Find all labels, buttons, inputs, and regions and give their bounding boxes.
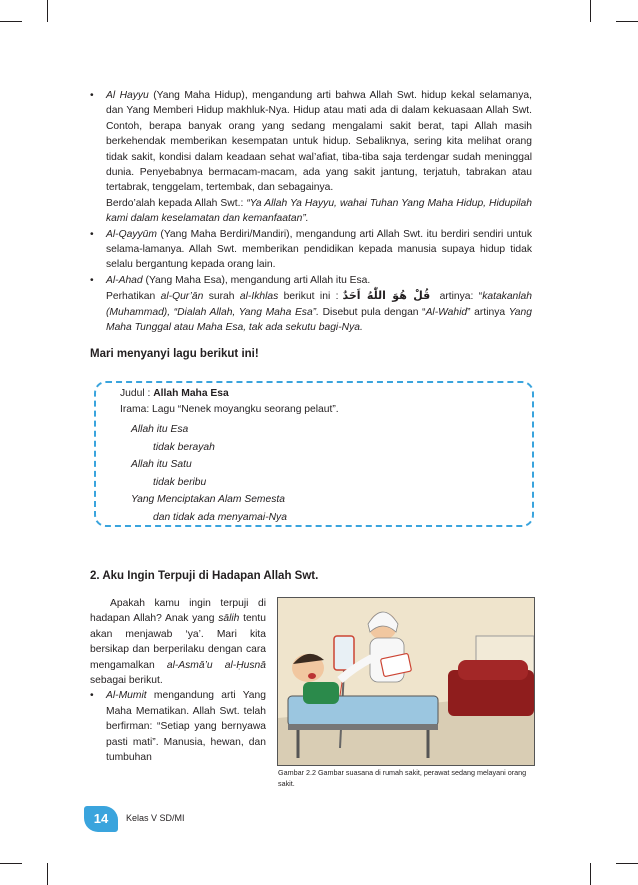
t: al-Ikhlas (239, 291, 279, 303)
lyric-line: Yang Menciptakan Alam Semesta (131, 494, 285, 505)
ikhlas-paragraph (106, 288, 532, 335)
bullet-al-mumit (90, 688, 266, 765)
text: (Yang Maha Berdiri/Mandiri), mengandung arti Allah Swt. itu berdiri sendiri untuk selama-lamanya. Allah Swt. memberikan pendidikan kepada manusia supaya hidup tidak selalu bergantung kepada orang lain. (106, 228, 532, 271)
lyric-line: tidak berayah (153, 441, 215, 453)
crop-mark (0, 21, 22, 22)
lyric-line: tidak beribu (153, 476, 207, 488)
lyric-line: Allah itu Satu (131, 459, 192, 470)
prayer (106, 196, 532, 227)
text: (Yang Maha Esa), mengandung arti Allah itu Esa. (145, 274, 371, 286)
bullet-paragraph (106, 227, 532, 273)
figure-caption: Gambar 2.2 Gambar suasana di rumah sakit, perawat sedang melayani orang sakit. (278, 768, 527, 788)
term: Al-Qayyūm (106, 228, 157, 240)
bullet-dot: • (90, 274, 94, 286)
bullet-paragraph (106, 688, 266, 765)
t: Yang Maha Tunggal atau Maha Esa, tak ada sekutu bagi-Nya. (106, 306, 532, 334)
t: Al-Wahid (425, 306, 468, 318)
t: katakanlah (Muhammad), “Dialah Allah, Yang Maha Esa”. (106, 291, 533, 318)
t: al-Qur’ān (160, 291, 204, 303)
term: Al-Mumit (106, 690, 147, 702)
judul-label: Judul : (120, 388, 154, 399)
term: Al Hayyu (106, 90, 149, 101)
crop-mark (590, 0, 591, 22)
t: artinya: “ (434, 291, 483, 303)
section-2-text (90, 596, 266, 765)
t: al-Asmā’u al-Ḥusnā (166, 659, 266, 671)
song-heading: Mari menyanyi lagu berikut ini! (90, 347, 259, 360)
text: mengandung arti Yang Maha Mematikan. Allah Swt. telah berfirman: “Setiap yang bernyawa pasti mati”. Manusia, hewan, dan tumbuhan (106, 690, 266, 764)
crop-mark (47, 863, 48, 885)
crop-mark (590, 863, 591, 885)
t: surah (203, 291, 240, 303)
bullet-dot: • (90, 228, 94, 240)
bullet-dot: • (90, 690, 94, 702)
bullet-paragraph (106, 273, 532, 288)
section-2-title: 2. Aku Ingin Terpuji di Hadapan Allah Swt. (90, 570, 319, 582)
bullet-al-ahad (90, 273, 532, 336)
song-lyrics (131, 421, 287, 526)
song-title (120, 386, 339, 402)
hospital-illustration (277, 597, 535, 766)
bullet-al-hayyu (90, 88, 532, 227)
t: Perhatikan (106, 291, 161, 303)
footer-text: Kelas V SD/MI (126, 813, 185, 823)
song-irama: Irama: Lagu “Nenek moyangku seorang pelaut”. (120, 404, 339, 415)
t: Disebut pula dengan “ (318, 306, 426, 318)
crop-mark (616, 863, 638, 864)
t: sālih (218, 613, 240, 625)
crop-mark (616, 21, 638, 22)
crop-mark (0, 863, 22, 864)
bullet-paragraph (106, 88, 532, 196)
t: Apakah kamu ingin terpuji di hadapan Allah? Anak yang (90, 598, 266, 625)
arabic-verse: قُلْ هُوَ اللّٰهُ اَحَدٌ (342, 289, 431, 303)
term: Al-Ahad (106, 274, 143, 286)
lyric-line: dan tidak ada menyamai-Nya (153, 511, 287, 523)
page-number-badge: 14 (84, 806, 118, 832)
judul: Allah Maha Esa (153, 388, 229, 399)
bullet-al-qayyum (90, 227, 532, 273)
main-text (90, 88, 532, 362)
hospital-scene-image (278, 598, 534, 765)
song-header (120, 386, 339, 418)
crop-mark (47, 0, 48, 22)
prayer-lead: Berdo’alah kepada Allah Swt.: (106, 197, 247, 209)
intro-paragraph (90, 596, 266, 688)
t: sebagai berikut. (90, 675, 163, 687)
prayer-text: “Ya Allah Ya Hayyu, wahai Tuhan Yang Maha Hidup, Hidupilah kami dalam keselamatan dan kemanfaatan”. (106, 197, 532, 225)
lyric-line: Allah itu Esa (131, 424, 189, 435)
t: berikut ini : (278, 291, 339, 303)
text: (Yang Maha Hidup), mengandung arti bahwa Allah Swt. hidup kekal selamanya, dan Yang Memberi Hidup makhluk-Nya. Hidup atau mati ada di dalam kekuasaan Allah Swt. Contoh, berapa banyak orang yang sedang mengalami sakit berat, tapi Allah masih berkehendak memberikan kesempatan untuk hidup. Sebaliknya, sering kita melihat orang tidak sakit, kondisi dalam keadaan sehat wal’afiat, tiba-tiba saja terdengar sudah meninggal dunia. Penyebabnya bermacam-macam, ada yang sakit jantung, terjatuh, tabrakan atau tertabrak, tenggelam, tertembak, dan sebagainya. (106, 90, 532, 194)
t: ” artinya (467, 306, 509, 318)
bullet-dot: • (90, 90, 94, 101)
t: tentu akan menjawab ‘ya’. Mari kita bersikap dan berperilaku dengan cara mengamalkan (90, 613, 266, 671)
